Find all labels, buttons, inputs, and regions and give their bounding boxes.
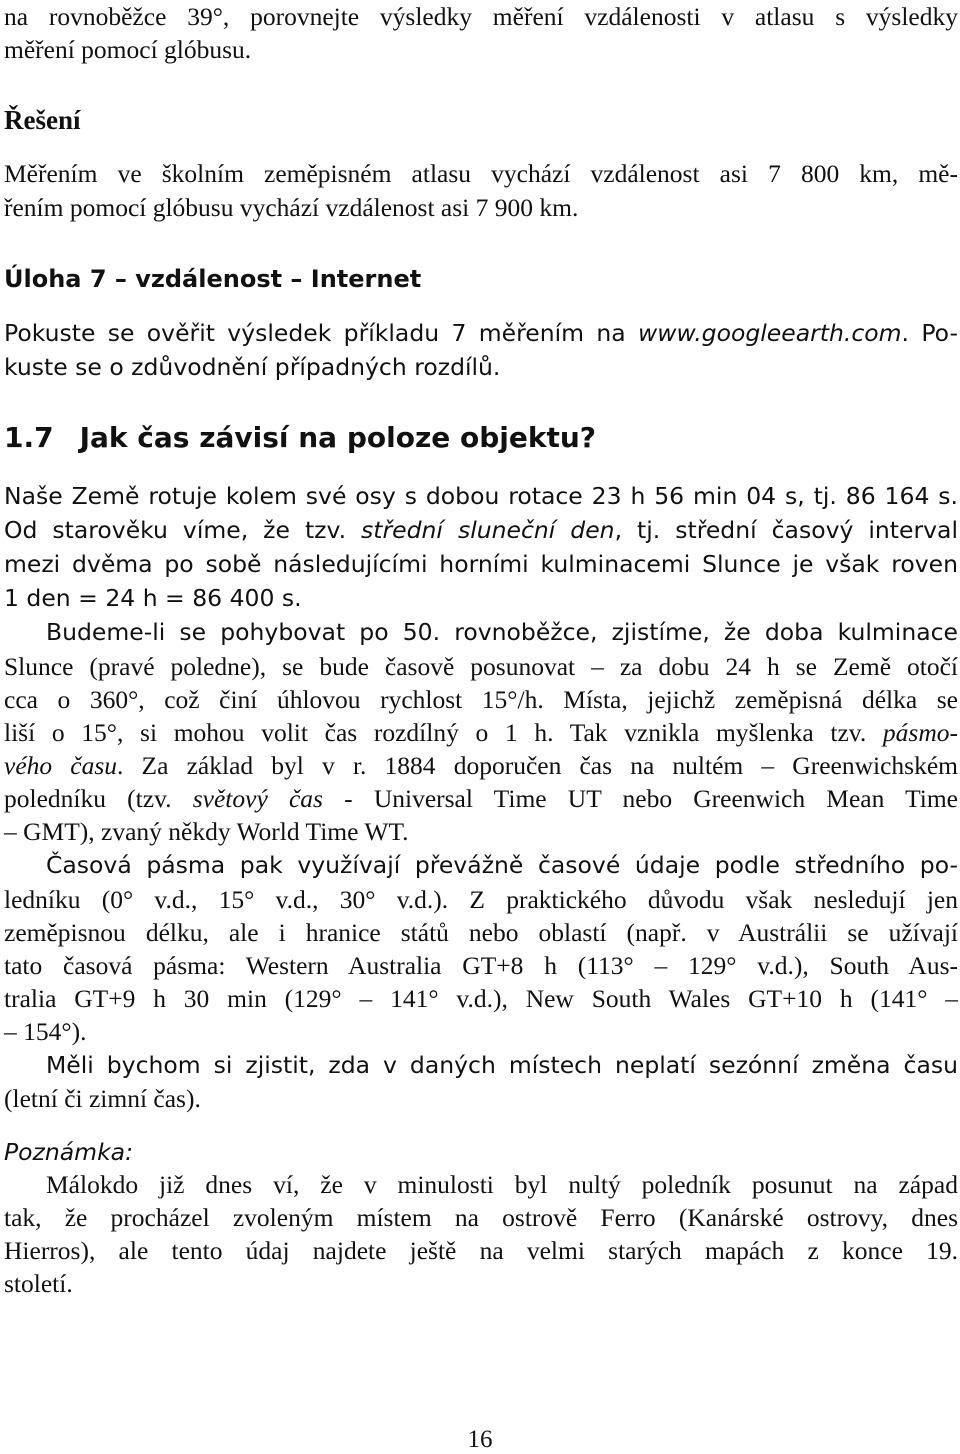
world-time-term: světový čas (192, 784, 323, 813)
intro-line-2: měření pomocí glóbusu. (4, 35, 252, 64)
note-line-1: Málokdo již dnes ví, že v minulosti byl nultý poledník posunut na západ (46, 1170, 958, 1199)
p1-text-a: Od starověku víme, že tzv. (4, 516, 362, 544)
task-7-line-1 (4, 317, 958, 350)
p2-text-c: poledníku (tzv. (4, 784, 193, 813)
task-7-text-a: Pokuste se ověřit výsledek příkladu 7 měřením na (4, 319, 639, 347)
section-heading (4, 421, 958, 454)
p2-line-3: cca o 360°, což činí úhlovou rychlost 15°/h. Místa, jejichž zeměpisná délka se (4, 685, 958, 714)
note-line-4: století. (4, 1269, 73, 1298)
p3-line-6: – 154°). (4, 1017, 87, 1046)
p2-text-d: - Universal Time UT nebo Greenwich Mean Time (322, 784, 959, 813)
p2-line-7: – GMT), zvaný někdy World Time WT. (4, 817, 409, 846)
section-number: 1.7 (4, 421, 54, 454)
task-7-line-2: kuste se o zdůvodnění případných rozdílů. (4, 353, 501, 381)
googleearth-link[interactable]: www.googleearth.com (638, 319, 902, 347)
p3-line-3: zeměpisnou délku, ale i hranice států nebo oblastí (např. v Austrálii se užívají (4, 918, 958, 947)
p3-line-2: ledníku (0° v.d., 15° v.d., 30° v.d.). Z praktického důvodu však nesledují jen (4, 885, 958, 914)
section-title: Jak čas závisí na poloze objektu? (79, 421, 597, 454)
p2-text-a: liší o 15°, si mohou volit čas rozdílný o 1 h. Tak vznikla myšlenka tzv. (4, 718, 883, 747)
p2-text-b: . Za základ byl v r. 1884 doporučen čas na nultém – Greenwichském (117, 751, 958, 780)
task-7-title: Úloha 7 – vzdálenost – Internet (4, 265, 422, 293)
note-title: Poznámka: (4, 1138, 133, 1166)
p3-line-4: tato časová pásma: Western Australia GT+8 h (113° – 129° v.d.), South Aus- (4, 951, 958, 980)
p1-line-1: Naše Země rotuje kolem své osy s dobou rotace 23 h 56 min 04 s, tj. 86 164 s. (4, 482, 958, 510)
p2-line-2: Slunce (pravé poledne), se bude časově posunovat – za dobu 24 h se Země otočí (4, 652, 958, 681)
p4-line-1: Měli bychom si zjistit, zda v daných místech neplatí sezónní změna času (46, 1051, 958, 1079)
p1-line-2 (4, 514, 958, 547)
p1-line-3: mezi dvěma po sobě následujícími horními kulminacemi Slunce je však roven (4, 550, 958, 578)
intro-line-1: na rovnoběžce 39°, porovnejte výsledky měření vzdálenosti v atlasu s výsledky (4, 2, 958, 31)
p3-line-5: tralia GT+9 h 30 min (129° – 141° v.d.), New South Wales GT+10 h (141° – (4, 984, 958, 1013)
p4-line-2: (letní či zimní čas). (4, 1084, 201, 1113)
p2-line-6 (4, 782, 958, 815)
solution-line-1: Měřením ve školním zeměpisném atlasu vychází vzdálenost asi 7 800 km, mě- (4, 159, 958, 188)
p2-line-5 (4, 749, 958, 782)
p1-text-b: , tj. střední časový interval (614, 516, 958, 544)
p3-line-1: Časová pásma pak využívají převážně časové údaje podle středního po- (46, 851, 958, 879)
p2-line-4 (4, 716, 958, 749)
p1-line-4: 1 den = 24 h = 86 400 s. (4, 584, 302, 612)
mean-solar-day-term: střední sluneční den (361, 516, 615, 544)
time-zone-term-b: vého času (4, 751, 118, 780)
p2-line-1: Budeme-li se pohybovat po 50. rovnoběžce, zjistíme, že doba kulminace (46, 618, 958, 646)
task-7-text-b: . Po- (901, 319, 958, 347)
page-number: 16 (467, 1426, 493, 1453)
solution-title: Řešení (4, 105, 81, 135)
solution-line-2: řením pomocí glóbusu vychází vzdálenost asi 7 900 km. (4, 193, 579, 222)
time-zone-term-a: pásmo- (882, 718, 958, 747)
note-line-2: tak, že procházel zvoleným místem na ostrově Ferro (Kanárské ostrovy, dnes (4, 1203, 958, 1232)
note-line-3: Hierros), ale tento údaj najdete ještě na velmi starých mapách z konce 19. (4, 1236, 958, 1265)
